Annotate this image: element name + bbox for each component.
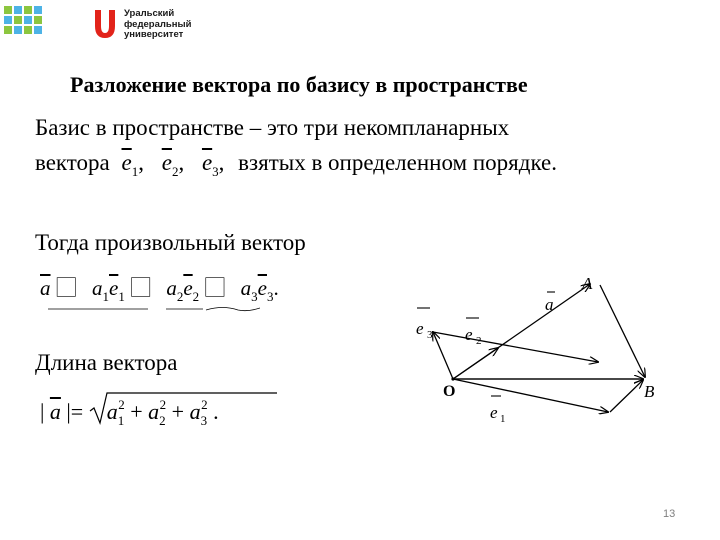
vector-a: $\overline{a}$ (40, 276, 51, 300)
edge-A-B-arrow (600, 285, 645, 377)
missing-glyph: ⃞ (130, 276, 152, 300)
text-fragment: взятых в определенном порядке. (238, 150, 558, 175)
term-2: $a_2\overline{e}_2$ (166, 276, 200, 304)
arbitrary-vector-text: Тогда произвольный вектор (35, 230, 306, 255)
vector-e1-arrow (453, 379, 608, 412)
basis-definition-line1: Базис в пространстве – это три некомпланарных (35, 115, 510, 140)
basis-vector-e3: $\overline{e}_3$ (201, 150, 219, 179)
equals: |= (66, 399, 84, 424)
vector-a: $\overline{a}$ (49, 399, 61, 424)
slide-title: Разложение вектора по базису в пространстве (70, 72, 528, 97)
page-number: 13 (663, 508, 676, 520)
label-e2-sub: 2 (476, 335, 482, 347)
term-a3: $a_3^2$ (189, 397, 208, 428)
label-e3: e (416, 319, 424, 338)
label-e2: e (465, 325, 473, 344)
vector-decomposition-diagram (400, 262, 680, 432)
label-a: a (545, 295, 554, 314)
university-name (124, 9, 191, 41)
logo-line: федеральный (124, 18, 192, 30)
parallelogram-top-arrow (433, 332, 598, 362)
plus: + (130, 399, 143, 424)
basis-definition-line2 (35, 150, 557, 180)
label-A: A (582, 274, 593, 293)
parallelogram-side-arrow (610, 380, 643, 412)
plus: + (171, 399, 185, 424)
logo-line: Уральский (124, 8, 175, 19)
pattern-logo (4, 6, 44, 42)
comma: , (178, 150, 185, 175)
term-3: $a_3\overline{e}_3$ (240, 276, 274, 304)
label-e1: e (490, 403, 498, 422)
label-B: B (644, 382, 655, 401)
term-a2: $a_2^2$ (148, 397, 167, 428)
label-e1-sub: 1 (500, 413, 506, 425)
text-fragment: вектора (35, 150, 110, 175)
urfu-logo-icon (92, 8, 118, 40)
vector-e3-arrow (433, 332, 453, 379)
term-a1: $a_1^2$ (106, 397, 125, 428)
vector-length-text: Длина вектора (35, 350, 178, 375)
comma: , (138, 150, 144, 175)
label-e3-sub: 3 (427, 329, 433, 341)
slide-header (0, 0, 720, 48)
abs-bar: | (40, 399, 45, 424)
label-O: O (443, 383, 456, 400)
missing-glyph: ⃞ (55, 276, 77, 300)
comma: , (218, 150, 225, 175)
term-1: $a_1\overline{e}_1$ (92, 276, 125, 304)
basis-vector-e1: $\overline{e}_1$ (121, 150, 139, 179)
square-root (89, 397, 208, 429)
period: . (213, 399, 219, 424)
radical-sign-icon (89, 391, 279, 427)
formula-underline-artifact (48, 306, 260, 312)
length-formula (40, 397, 219, 429)
missing-glyph: ⃞ (204, 276, 226, 300)
origin-point (451, 377, 454, 380)
vector-e2-arrow (453, 348, 498, 379)
decomposition-formula (40, 272, 279, 305)
logo-line: университет (124, 29, 184, 40)
period: . (273, 276, 279, 300)
basis-vector-e2: $\overline{e}_2$ (161, 150, 179, 179)
